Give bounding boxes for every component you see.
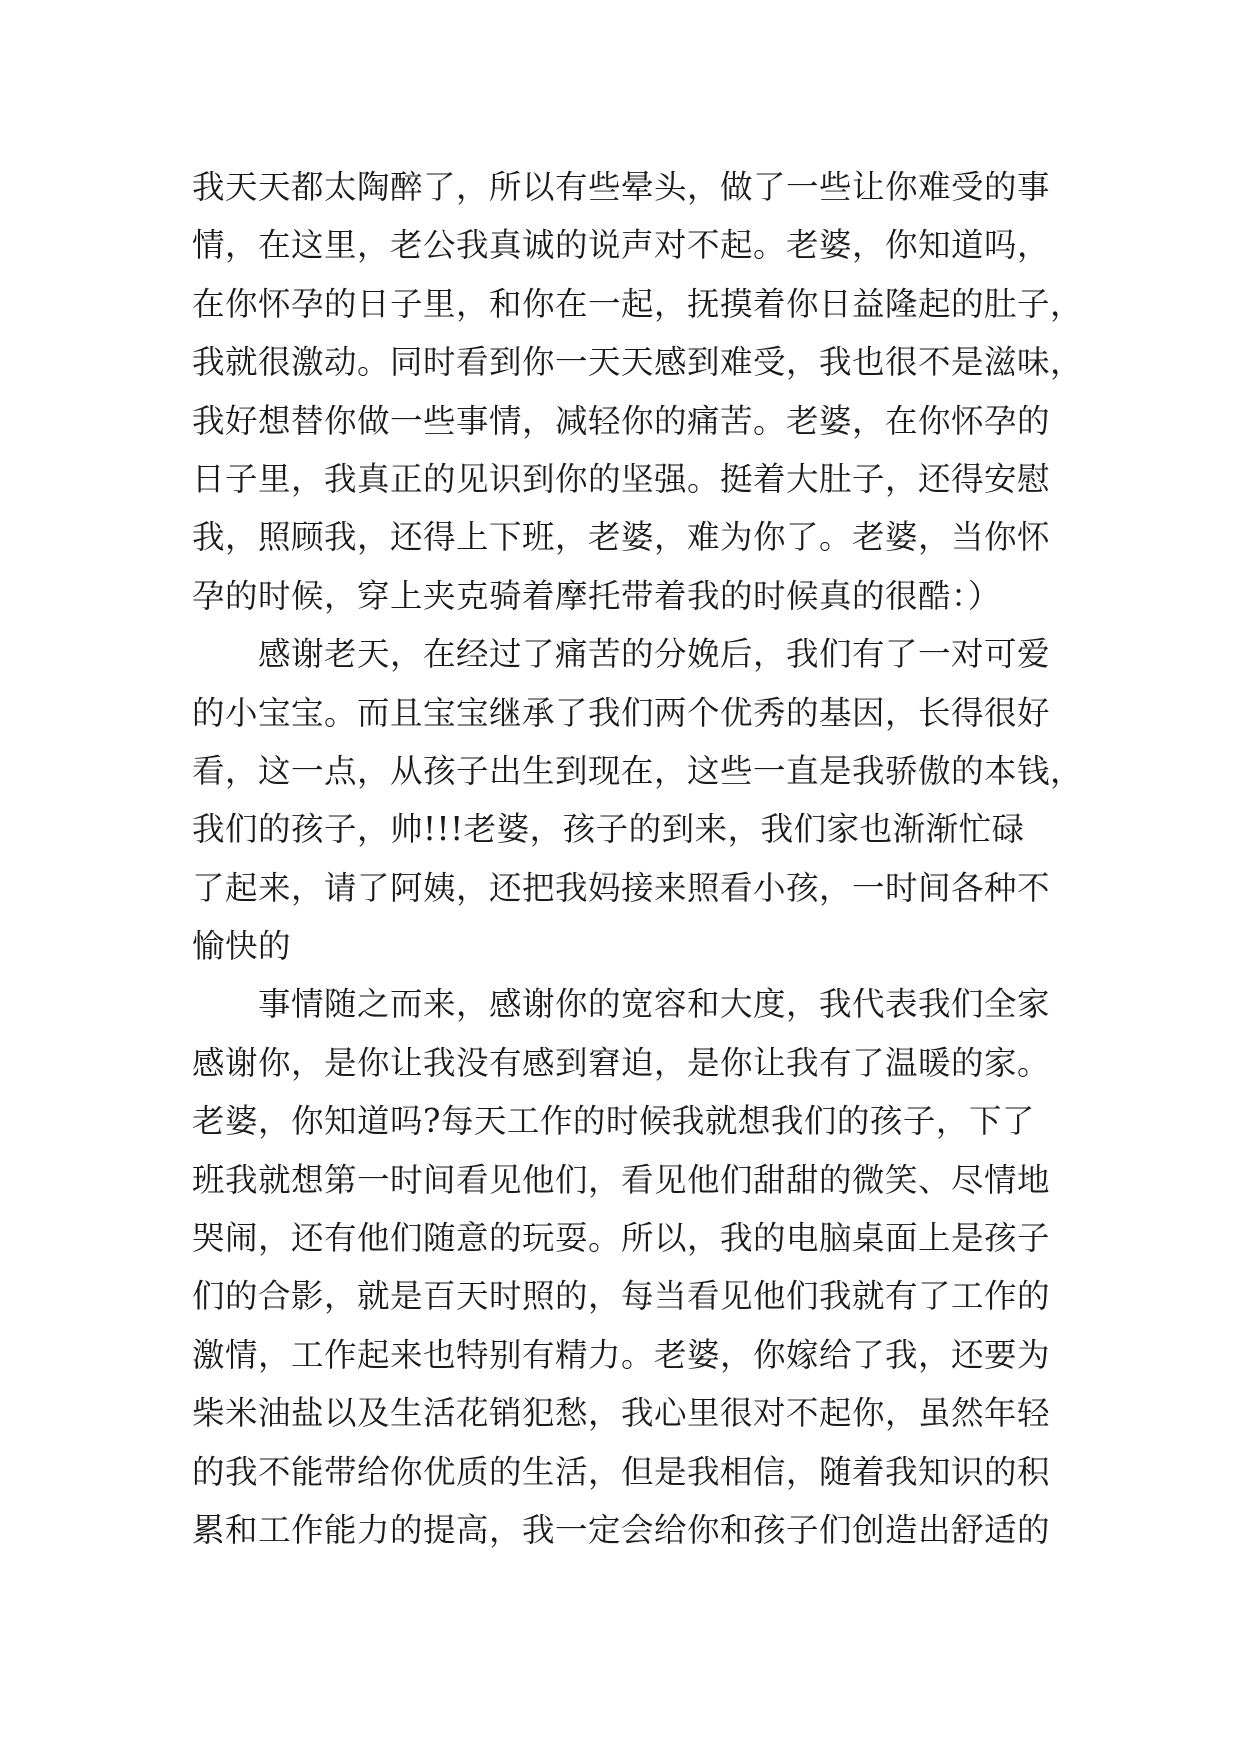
- text-line: 们的合影，就是百天时照的，每当看见他们我就有了工作的: [192, 1277, 1051, 1316]
- text-line: 愉快的: [192, 927, 292, 966]
- text-line: 看，这一点，从孩子出生到现在，这些一直是我骄傲的本钱，: [192, 751, 1084, 790]
- text-line: 日子里，我真正的见识到你的坚强。挺着大肚子，还得安慰: [192, 459, 1051, 498]
- paragraph-start-line: 事情随之而来，感谢你的宽容和大度，我代表我们全家: [258, 985, 1051, 1024]
- text-line: 激情，工作起来也特别有精力。老婆，你嫁给了我，还要为: [192, 1335, 1051, 1374]
- text-line: 我就很激动。同时看到你一天天感到难受，我也很不是滋味，: [192, 343, 1084, 382]
- paragraph-start-line: 感谢老天，在经过了痛苦的分娩后，我们有了一对可爱: [258, 635, 1051, 674]
- text-line: 在你怀孕的日子里，和你在一起，抚摸着你日益隆起的肚子，: [192, 284, 1084, 323]
- text-line: 老婆，你知道吗?每天工作的时候我就想我们的孩子，下了: [192, 1102, 1035, 1141]
- text-line: 我好想替你做一些事情，减轻你的痛苦。老婆，在你怀孕的: [192, 401, 1051, 440]
- text-line: 感谢你，是你让我没有感到窘迫，是你让我有了温暖的家。: [192, 1043, 1051, 1082]
- text-line: 我，照顾我，还得上下班，老婆，难为你了。老婆，当你怀: [192, 518, 1051, 557]
- text-line: 的我不能带给你优质的生活，但是我相信，随着我知识的积: [192, 1452, 1051, 1491]
- text-line: 累和工作能力的提高，我一定会给你和孩子们创造出舒适的: [192, 1510, 1051, 1549]
- text-line: 的小宝宝。而且宝宝继承了我们两个优秀的基因，长得很好: [192, 693, 1051, 732]
- document-page: [192, 158, 1084, 1559]
- text-line: 哭闹，还有他们随意的玩耍。所以，我的电脑桌面上是孩子: [192, 1219, 1051, 1258]
- text-line: 我们的孩子，帅!!!老婆，孩子的到来，我们家也渐渐忙碌: [192, 810, 1025, 849]
- text-line: 班我就想第一时间看见他们，看见他们甜甜的微笑、尽情地: [192, 1160, 1051, 1199]
- text-line: 了起来，请了阿姨，还把我妈接来照看小孩，一时间各种不: [192, 868, 1051, 907]
- text-line: 情，在这里，老公我真诚的说声对不起。老婆，你知道吗，: [192, 226, 1051, 265]
- text-line: 我天天都太陶醉了，所以有些晕头，做了一些让你难受的事: [192, 168, 1051, 206]
- text-line: 柴米油盐以及生活花销犯愁，我心里很对不起你，虽然年轻: [192, 1394, 1051, 1433]
- text-line: 孕的时候，穿上夹克骑着摩托带着我的时候真的很酷：）: [192, 576, 1001, 615]
